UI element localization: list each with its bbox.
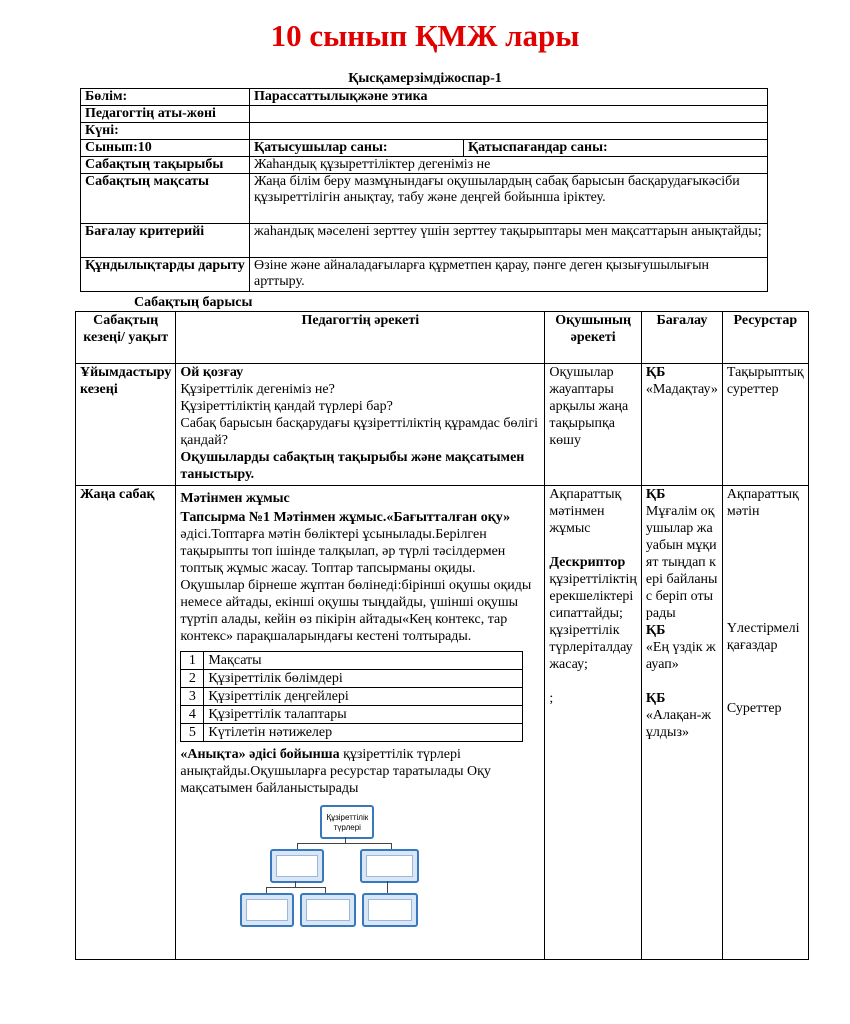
spacer [549,673,637,690]
assess-label: ҚБ [645,623,666,638]
label-criteria: Бағалау критерийі [81,224,250,258]
student-organize: Оқушылар жауаптары арқылы жаңа тақырыпқа көшу [545,364,642,486]
assess-text: Мұғалім оқушылар жауабын мұқият тыңдап кері байланыс беріп отырады [645,504,718,621]
absent-count: Қатыспағандар саны: [464,140,768,157]
spacer [646,673,718,690]
resource-item: Үлестірмелі қағаздар [726,621,800,653]
stage-new-lesson: Жаңа сабақ [76,486,176,960]
task-text: әдісі.Топтарға мәтін бөліктері ұсынылады.Берілген тақырыпты топ ішінде талқылап, әр түрлі тәсілдермен топтық жұмыс жасау. Топтар тапсырманы оқиды. Оқушылар бірнеше жұптан бөлінеді:бірінші оқушы оқиды немесе айтады, екінші оқушы тыңдайды, үшінші оқушы түртіп алады, кейін өз пікірін айтады«Кең контекс, тар контекс» парақшаларындағы кестені толтырады. [180,527,532,644]
flow-row-new-lesson [76,486,809,960]
text-work-title: Мәтінмен жұмыс [180,491,290,506]
header-teacher: Педагогтің әрекеті [176,312,545,364]
value-goal: Жаңа білім беру мазмұнындағы оқушылардың сабақ барысын басқарудағыкәсіби құзыреттілігін анықтау, табу және деңгей бойынша іріктеу. [250,174,768,224]
descriptor-item: құзіреттіліктің ерекшеліктері сипаттайды; [549,572,637,621]
assess-text: «Алақан-жұлдыз» [645,708,712,740]
method-text: құзіреттілік түрлері анықтайды.Оқушыларға ресурстар таратылады Оқу мақсатымен байланыстырады [180,747,491,796]
label-goal: Сабақтың мақсаты [81,174,250,224]
list-item: 4 Құзіреттілік талаптары [181,706,523,724]
page-title: 10 сынып ҚМЖ лары [270,18,580,53]
diagram-node [270,849,324,883]
spacer [549,537,637,554]
list-item: 5 Күтілетін нәтижелер [181,724,523,742]
info-row-goal [81,174,768,224]
plan-subtitle: Қысқамерзімдіжоспар-1 [348,71,502,86]
diagram-node [300,893,356,927]
assess-label: ҚБ [645,365,666,380]
header-stage: Сабақтың кезеңі/ уақыт [76,312,176,364]
lesson-flow-table [75,311,809,960]
label-section: Бөлім: [81,89,250,106]
value-date [250,123,768,140]
present-count: Қатысушылар саны: [250,140,464,157]
info-row-teacher [81,106,768,123]
value-section: Парассаттылықжәне этика [250,89,768,106]
diagram-node [360,849,419,883]
header-resources: Ресурстар [722,312,808,364]
diagram-node [240,893,294,927]
assess-label: ҚБ [645,487,666,502]
label-values: Құндылықтарды дарыту [81,258,250,292]
spacer [727,520,804,620]
value-teacher [250,106,768,123]
header-assess: Бағалау [641,312,722,364]
label-teacher: Педагогтің аты-жөні [81,106,250,123]
info-row-section [81,89,768,106]
list-item: 1 Мақсаты [181,652,523,670]
section-title: Сабақтың барысы [134,295,253,310]
info-row-class [81,140,768,157]
flow-header-row [76,312,809,364]
assess-text: «Мадақтау» [645,382,718,397]
method-description [180,746,540,797]
teacher-organize [176,364,545,486]
label-topic: Сабақтың тақырыбы [81,157,250,174]
descriptor-item: құзіреттілік түрлеріталдау жасау; [549,623,633,672]
label-date: Күні: [81,123,250,140]
assess-new-lesson [641,486,722,960]
info-row-values [81,258,768,292]
list-item: 3 Құзіреттілік деңгейлері [181,688,523,706]
info-row-date [81,123,768,140]
diagram-root-node [320,805,374,839]
list-item: 2 Құзіреттілік бөлімдері [181,670,523,688]
resource-item: Ақпараттық мәтін [726,487,799,519]
diagram-connector [297,843,392,844]
value-values: Өзіне және айналадағыларға құрметпен қарау, пәнге деген қызығушылығын арттыру. [250,258,768,292]
task-description [180,509,540,645]
teacher-goal: Оқушыларды сабақтың тақырыбы және мақсатымен таныстыру. [180,450,525,482]
descriptor-title: Дескриптор [549,555,626,570]
resources-organize: Тақырыптық суреттер [722,364,808,486]
value-criteria: жаһандық мәселені зерттеу үшін зерттеу тақырыптары мен мақсаттарын анықтайды; [250,224,768,258]
question-1: Құзіреттілік дегеніміз не? [180,382,335,397]
resource-item: Суреттер [726,701,782,716]
info-row-topic [81,157,768,174]
teacher-title: Ой қозғау [180,365,244,380]
diagram-root-label: Құзіреттілік түрлері [326,813,369,832]
flow-row-organize [76,364,809,486]
teacher-new-lesson [176,486,545,960]
label-class: Сынып:10 [81,140,250,157]
value-topic: Жаһандық құзыреттіліктер дегеніміз не [250,157,768,174]
assess-label: ҚБ [645,691,666,706]
question-2: Құзіреттіліктің қандай түрлері бар? [180,399,393,414]
descriptor-item: ; [549,691,554,706]
question-3: Сабақ барысын басқарудағы құзіреттіліктің құрамдас бөлігі қандай? [180,416,539,448]
lesson-info-table [80,88,768,292]
spacer [727,654,804,700]
student-text-work: Ақпараттық мәтінмен жұмыс [549,487,622,536]
method-title: «Анықта» әдісі бойынша [180,747,340,762]
header-student: Оқушының әрекеті [545,312,642,364]
task-title: Тапсырма №1 Мәтінмен жұмыс.«Бағытталған оқу» [180,510,511,525]
assess-organize [641,364,722,486]
diagram-connector [266,887,326,888]
resources-new-lesson [722,486,808,960]
context-table [180,651,523,742]
assess-text: «Ең үздік жауап» [645,640,716,672]
stage-organize: Ұйымдастыру кезеңі [76,364,176,486]
hierarchy-diagram [180,803,540,931]
diagram-connector [387,881,388,893]
student-new-lesson [545,486,642,960]
diagram-node [362,893,418,927]
info-row-criteria [81,224,768,258]
